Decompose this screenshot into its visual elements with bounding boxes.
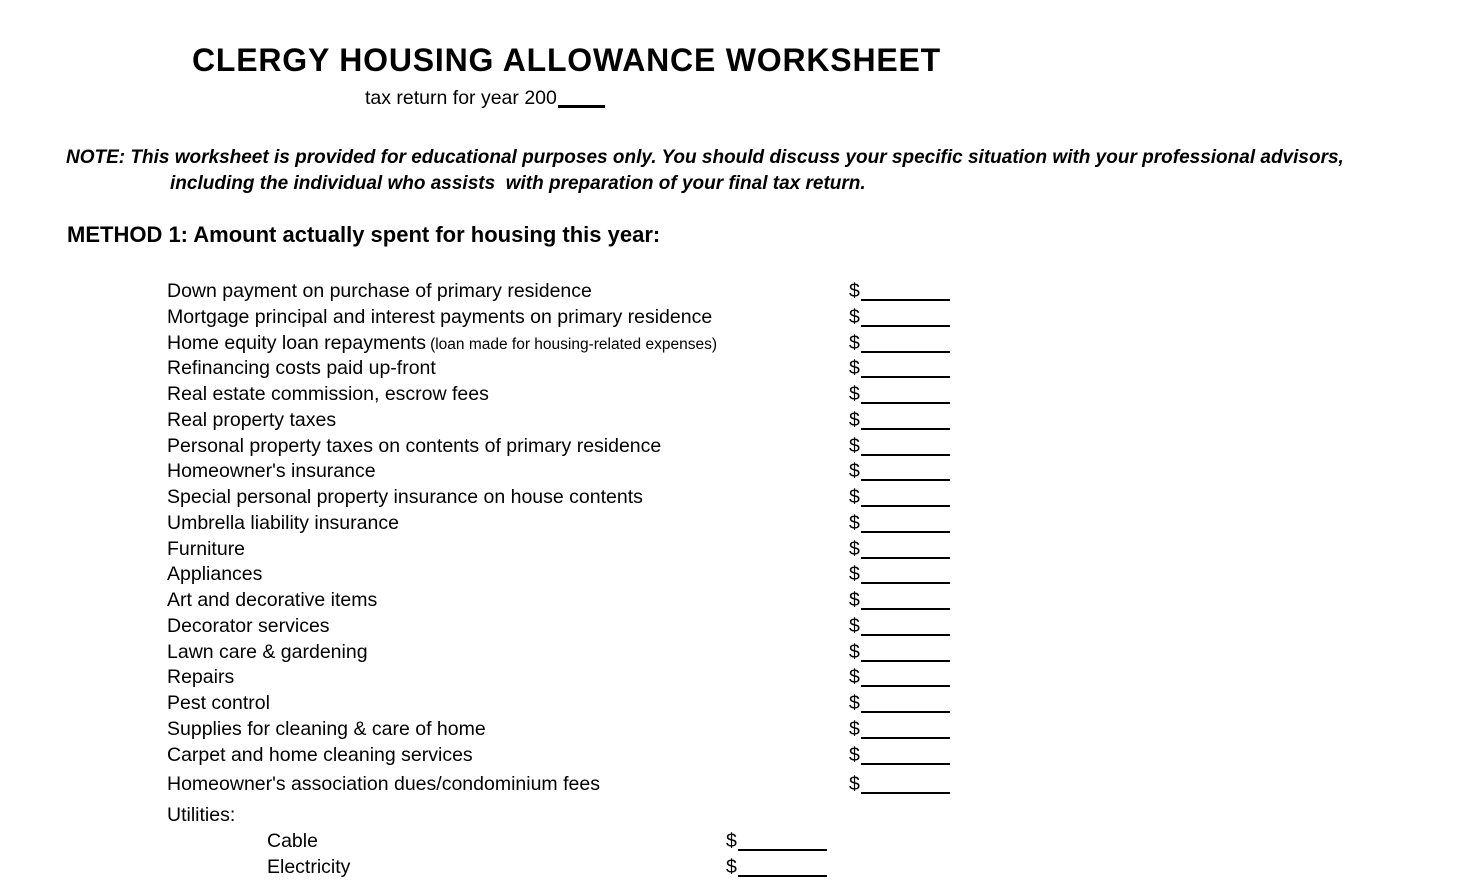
amount-blank-line <box>861 683 950 687</box>
amount-blank-line <box>861 790 950 794</box>
amount-field <box>849 434 950 460</box>
amount-field <box>726 855 827 880</box>
amount-field <box>849 588 950 614</box>
dollar-sign: $ <box>849 563 860 586</box>
dollar-sign: $ <box>849 434 860 457</box>
dollar-sign: $ <box>849 383 860 405</box>
amount-blank-line <box>861 503 950 507</box>
amount-blank-line <box>861 323 950 327</box>
expense-label: Decorator services <box>167 614 330 637</box>
amount-field <box>849 717 950 743</box>
amount-blank-line <box>861 555 950 559</box>
expense-label: Refinancing costs paid up-front <box>167 357 436 380</box>
expense-label-note: (loan made for housing-related expenses) <box>430 335 717 353</box>
expense-row <box>167 279 1067 305</box>
utility-label: Cable <box>267 829 318 852</box>
dollar-sign: $ <box>849 692 860 714</box>
dollar-sign: $ <box>849 537 860 560</box>
amount-field <box>849 408 950 434</box>
amount-blank-line <box>861 709 950 713</box>
expense-label: Furniture <box>167 537 246 560</box>
expense-row <box>167 614 1067 640</box>
dollar-sign: $ <box>849 305 860 328</box>
expense-row <box>167 537 1067 563</box>
expense-row <box>167 485 1067 511</box>
dollar-sign: $ <box>849 460 860 483</box>
amount-field <box>849 331 950 357</box>
utility-label: Electricity <box>267 855 351 878</box>
expense-label: Pest control <box>167 692 270 714</box>
expense-label: Personal property taxes on contents of primary residence <box>167 434 662 457</box>
amount-field <box>849 305 950 331</box>
expense-row <box>167 640 1067 666</box>
expense-row <box>167 305 1067 331</box>
amount-field <box>849 356 950 382</box>
amount-field <box>849 691 950 717</box>
amount-blank-line <box>861 529 950 533</box>
expense-row <box>167 772 1067 798</box>
amount-field <box>849 485 950 511</box>
note-text-line1: NOTE: This worksheet is provided for educational purposes only. You should discuss your specific situation with your professional advisors, <box>66 147 1344 168</box>
expense-label: Umbrella liability insurance <box>167 511 399 534</box>
dollar-sign: $ <box>849 408 860 431</box>
amount-blank-line <box>861 426 950 430</box>
expense-row <box>167 408 1067 434</box>
utilities-header-row <box>167 803 1067 829</box>
amount-field <box>726 829 827 855</box>
amount-blank-line <box>738 847 827 851</box>
expense-label: Lawn care & gardening <box>167 640 368 663</box>
expense-label: Supplies for cleaning & care of home <box>167 717 486 740</box>
dollar-sign: $ <box>726 829 737 852</box>
amount-field <box>849 382 950 408</box>
dollar-sign: $ <box>849 331 860 354</box>
expense-label: Homeowner's insurance <box>167 460 376 483</box>
amount-field <box>849 640 950 666</box>
expense-label: Special personal property insurance on house contents <box>167 486 643 508</box>
expense-row <box>167 511 1067 537</box>
expense-row <box>167 434 1067 460</box>
amount-blank-line <box>861 632 950 636</box>
amount-field <box>849 511 950 537</box>
expense-list <box>167 279 1067 880</box>
expense-row <box>167 382 1067 408</box>
expense-row <box>167 665 1067 691</box>
note-text-line2: including the individual who assists with preparation of your final tax return. <box>170 173 866 194</box>
dollar-sign: $ <box>849 280 860 302</box>
amount-blank-line <box>861 761 950 765</box>
page-title: CLERGY HOUSING ALLOWANCE WORKSHEET <box>192 42 941 78</box>
expense-label: Real estate commission, escrow fees <box>167 383 489 405</box>
utility-row <box>167 855 1067 880</box>
tax-year-line <box>365 87 605 110</box>
amount-blank-line <box>861 477 950 481</box>
dollar-sign: $ <box>849 511 860 534</box>
amount-blank-line <box>861 658 950 662</box>
expense-row <box>167 331 1067 357</box>
year-blank-line <box>558 103 605 108</box>
amount-field <box>849 614 950 640</box>
amount-blank-line <box>861 452 950 456</box>
expense-row <box>167 717 1067 743</box>
dollar-sign: $ <box>849 666 860 689</box>
amount-field <box>849 537 950 563</box>
expense-label: Appliances <box>167 563 263 586</box>
amount-blank-line <box>861 400 950 404</box>
amount-blank-line <box>861 606 950 610</box>
dollar-sign: $ <box>849 589 860 611</box>
expense-row <box>167 356 1067 382</box>
expense-row <box>167 588 1067 614</box>
expense-row <box>167 562 1067 588</box>
amount-field <box>849 743 950 769</box>
expense-label: Mortgage principal and interest payments on primary residence <box>167 305 713 328</box>
expense-label: Repairs <box>167 666 235 689</box>
tax-year-label: tax return for year 200 <box>365 87 557 109</box>
amount-blank-line <box>861 374 950 378</box>
dollar-sign: $ <box>849 640 860 663</box>
expense-label: Homeowner's association dues/condominium fees <box>167 773 600 796</box>
utilities-label: Utilities: <box>167 804 236 826</box>
amount-blank-line <box>861 735 950 739</box>
utility-row <box>167 829 1067 855</box>
dollar-sign: $ <box>849 357 860 380</box>
expense-label: Art and decorative items <box>167 589 378 611</box>
expense-label: Home equity loan repayments (loan made for housing-related expenses) <box>167 331 717 354</box>
amount-blank-line <box>738 873 827 877</box>
expense-label: Down payment on purchase of primary residence <box>167 280 592 302</box>
expense-label: Carpet and home cleaning services <box>167 743 473 766</box>
dollar-sign: $ <box>726 855 737 878</box>
dollar-sign: $ <box>849 773 860 796</box>
amount-field <box>849 562 950 588</box>
amount-field <box>849 459 950 485</box>
expense-row <box>167 743 1067 769</box>
amount-blank-line <box>861 349 950 353</box>
dollar-sign: $ <box>849 486 860 508</box>
dollar-sign: $ <box>849 717 860 740</box>
expense-label: Real property taxes <box>167 408 337 431</box>
method1-heading: METHOD 1: Amount actually spent for housing this year: <box>67 222 661 247</box>
amount-blank-line <box>861 580 950 584</box>
expense-row <box>167 691 1067 717</box>
dollar-sign: $ <box>849 614 860 637</box>
dollar-sign: $ <box>849 743 860 766</box>
expense-row <box>167 459 1067 485</box>
amount-blank-line <box>861 297 950 301</box>
amount-field <box>849 772 950 798</box>
amount-field <box>849 279 950 305</box>
amount-field <box>849 665 950 691</box>
